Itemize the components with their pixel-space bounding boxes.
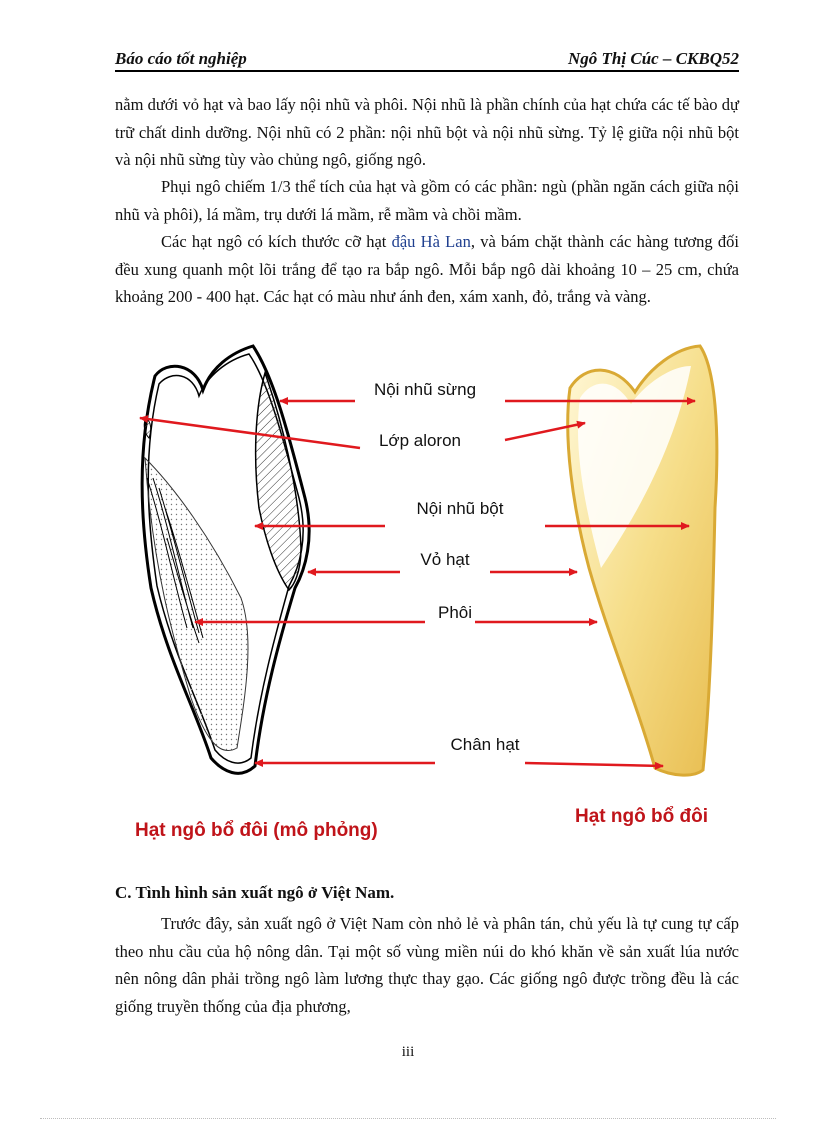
label-vo-hat: Vỏ hạt: [420, 550, 470, 569]
footer-divider: [40, 1118, 776, 1119]
label-phoi: Phôi: [437, 603, 473, 622]
section-heading: C. Tình hình sản xuất ngô ở Việt Nam.: [115, 883, 395, 902]
header-author: Ngô Thị Cúc – CKBQ52: [568, 49, 739, 68]
pea-link[interactable]: đậu Hà Lan: [391, 232, 471, 251]
paragraph-embryo: Phụi ngô chiếm 1/3 thể tích của hạt và gồm có các phần: ngù (phần ngăn cách giữa nội nhũ và phôi), lá mầm, trụ dưới lá mầm, rễ mầm và chồi mầm.: [115, 177, 739, 224]
page-header: [115, 46, 739, 72]
label-noi-nhu-bot: Nội nhũ bột: [416, 499, 504, 518]
paragraph-production: Trước đây, sản xuất ngô ở Việt Nam còn nhỏ lẻ và phân tán, chủ yếu là tự cung tự cấp theo nhu cầu của hộ nông dân. Tại một số vùng miền núi do khó khăn về sản xuất lúa nước nên nông dân phải trồng ngô làm lương thực thay gạo. Các giống ngô được trồng đều là các giống truyền thống của địa phương,: [115, 914, 739, 1016]
label-noi-nhu-sung: Nội nhũ sừng: [373, 380, 477, 399]
paragraph-seed-structure: nằm dưới vỏ hạt và bao lấy nội nhũ và phôi. Nội nhũ là phần chính của hạt chứa các tế bào dự trữ chất dinh dưỡng. Nội nhũ có 2 phần: nội nhũ bột và nội nhũ sừng. Tỷ lệ giữa nội nhũ bột và nội nhũ sừng tùy vào chủng ngô, giống ngô.: [115, 95, 739, 169]
corn-kernel-figure: [115, 338, 739, 848]
caption-right: Hạt ngô bổ đôi: [575, 806, 708, 827]
page-number: iii: [401, 1044, 415, 1060]
header-report-title: Báo cáo tốt nghiệp: [115, 49, 247, 68]
label-chan-hat: Chân hạt: [450, 735, 520, 754]
photo-kernel: [568, 346, 717, 775]
paragraph-kernel-size: Các hạt ngô có kích thước cỡ hạt đậu Hà Lan, và bám chặt thành các hàng tương đối đều xung quanh một lõi trắng để tạo ra bắp ngô. Mỗi bắp ngô dài khoảng 10 – 25 cm, chứa khoảng 200 - 400 hạt. Các hạt có màu như ánh đen, xám xanh, đỏ, trắng và vàng.: [115, 232, 739, 306]
schematic-kernel: [142, 346, 309, 773]
caption-left: Hạt ngô bổ đôi (mô phỏng): [135, 820, 378, 841]
label-lop-aloron: Lớp aloron: [378, 431, 462, 450]
